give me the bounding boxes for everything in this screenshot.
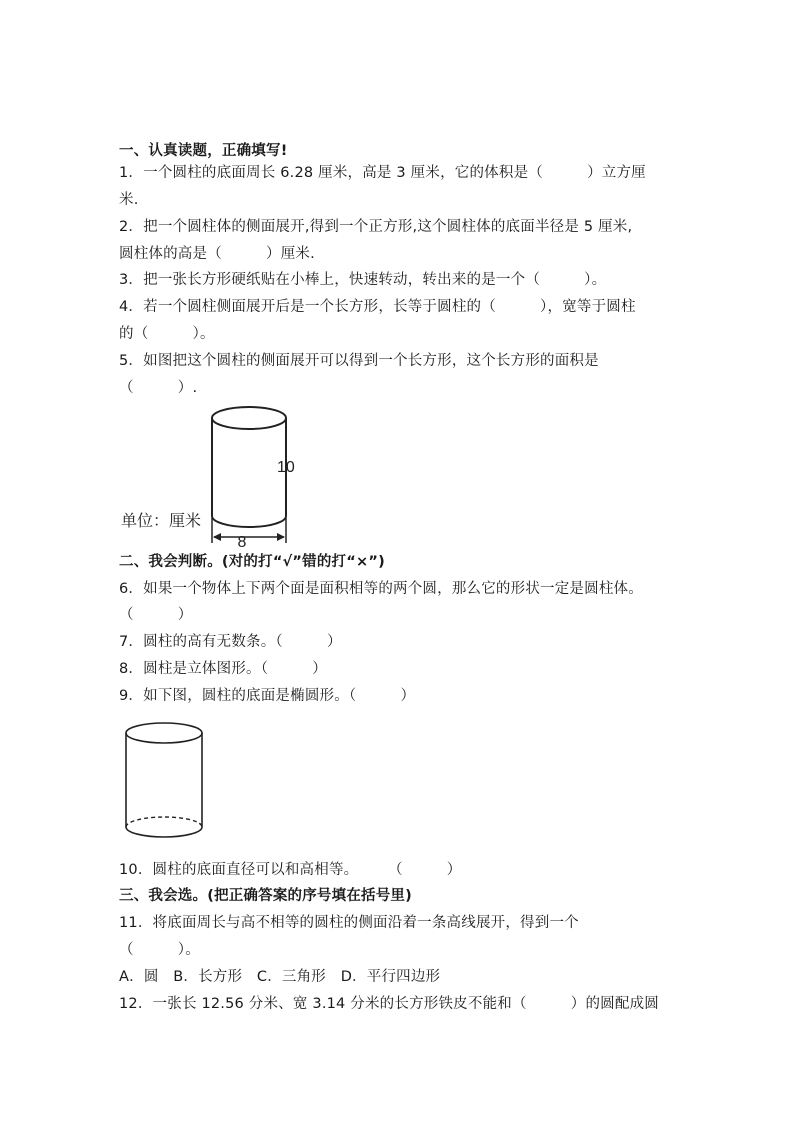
question-8: 8．圆柱是立体图形。（ ）: [119, 661, 327, 677]
cylinder-top-ellipse: [126, 723, 202, 743]
width-label: 8: [237, 534, 247, 550]
cylinder-figure-1: [115, 400, 315, 550]
cylinder-figure-2: [118, 716, 214, 846]
section3-heading: 三、我会选。(把正确答案的序号填在括号里): [119, 888, 412, 904]
question-11-line1: 11．将底面周长与高不相等的圆柱的侧面沿着一条高线展开，得到一个: [119, 915, 579, 931]
unit-label: 单位：厘米: [121, 511, 202, 530]
question-2-line2: 圆柱体的高是（ ）厘米.: [119, 246, 315, 262]
question-6-line2: （ ）: [119, 607, 193, 623]
cylinder-bottom-arc: [212, 516, 286, 527]
question-4-line1: 4．若一个圆柱侧面展开后是一个长方形，长等于圆柱的（ ），宽等于圆柱: [119, 299, 636, 315]
question-3: 3．把一张长方形硬纸贴在小棒上，快速转动，转出来的是一个（ ）。: [119, 272, 607, 288]
question-9: 9．如下图，圆柱的底面是椭圆形。（ ）: [119, 688, 416, 704]
arrow-left: [213, 533, 221, 541]
section1-heading: 一、认真读题，正确填写!: [119, 143, 288, 159]
section2-heading: 二、我会判断。(对的打“√”错的打“×”): [119, 554, 385, 570]
question-6-line1: 6．如果一个物体上下两个面是面积相等的两个圆，那么它的形状一定是圆柱体。: [119, 581, 643, 597]
question-12-line1: 12．一张长 12.56 分米、宽 3.14 分米的长方形铁皮不能和（ ）的圆配成圆: [119, 996, 659, 1012]
cylinder-bottom-hidden-arc: [126, 817, 202, 827]
question-11-line2: （ ）。: [119, 942, 200, 958]
question-4-line2: 的（ ）。: [119, 326, 215, 342]
question-7: 7．圆柱的高有无数条。（ ）: [119, 634, 342, 650]
cylinder-bottom-front-arc: [126, 827, 202, 837]
height-label: 10: [277, 459, 295, 476]
question-10: 10．圆柱的底面直径可以和高相等。 （ ）: [119, 862, 462, 878]
question-5-line1: 5．如图把这个圆柱的侧面展开可以得到一个长方形，这个长方形的面积是: [119, 353, 599, 369]
question-1-line1: 1．一个圆柱的底面周长 6.28 厘米，高是 3 厘米，它的体积是（ ）立方厘: [119, 165, 646, 181]
question-5-line2: （ ）.: [119, 380, 198, 396]
question-11-options: A．圆 B．长方形 C．三角形 D．平行四边形: [119, 969, 441, 985]
question-2-line1: 2．把一个圆柱体的侧面展开,得到一个正方形,这个圆柱体的底面半径是 5 厘米,: [119, 219, 633, 235]
cylinder-top-ellipse: [212, 407, 286, 429]
arrow-right: [277, 533, 285, 541]
question-1-line2: 米.: [119, 192, 139, 208]
